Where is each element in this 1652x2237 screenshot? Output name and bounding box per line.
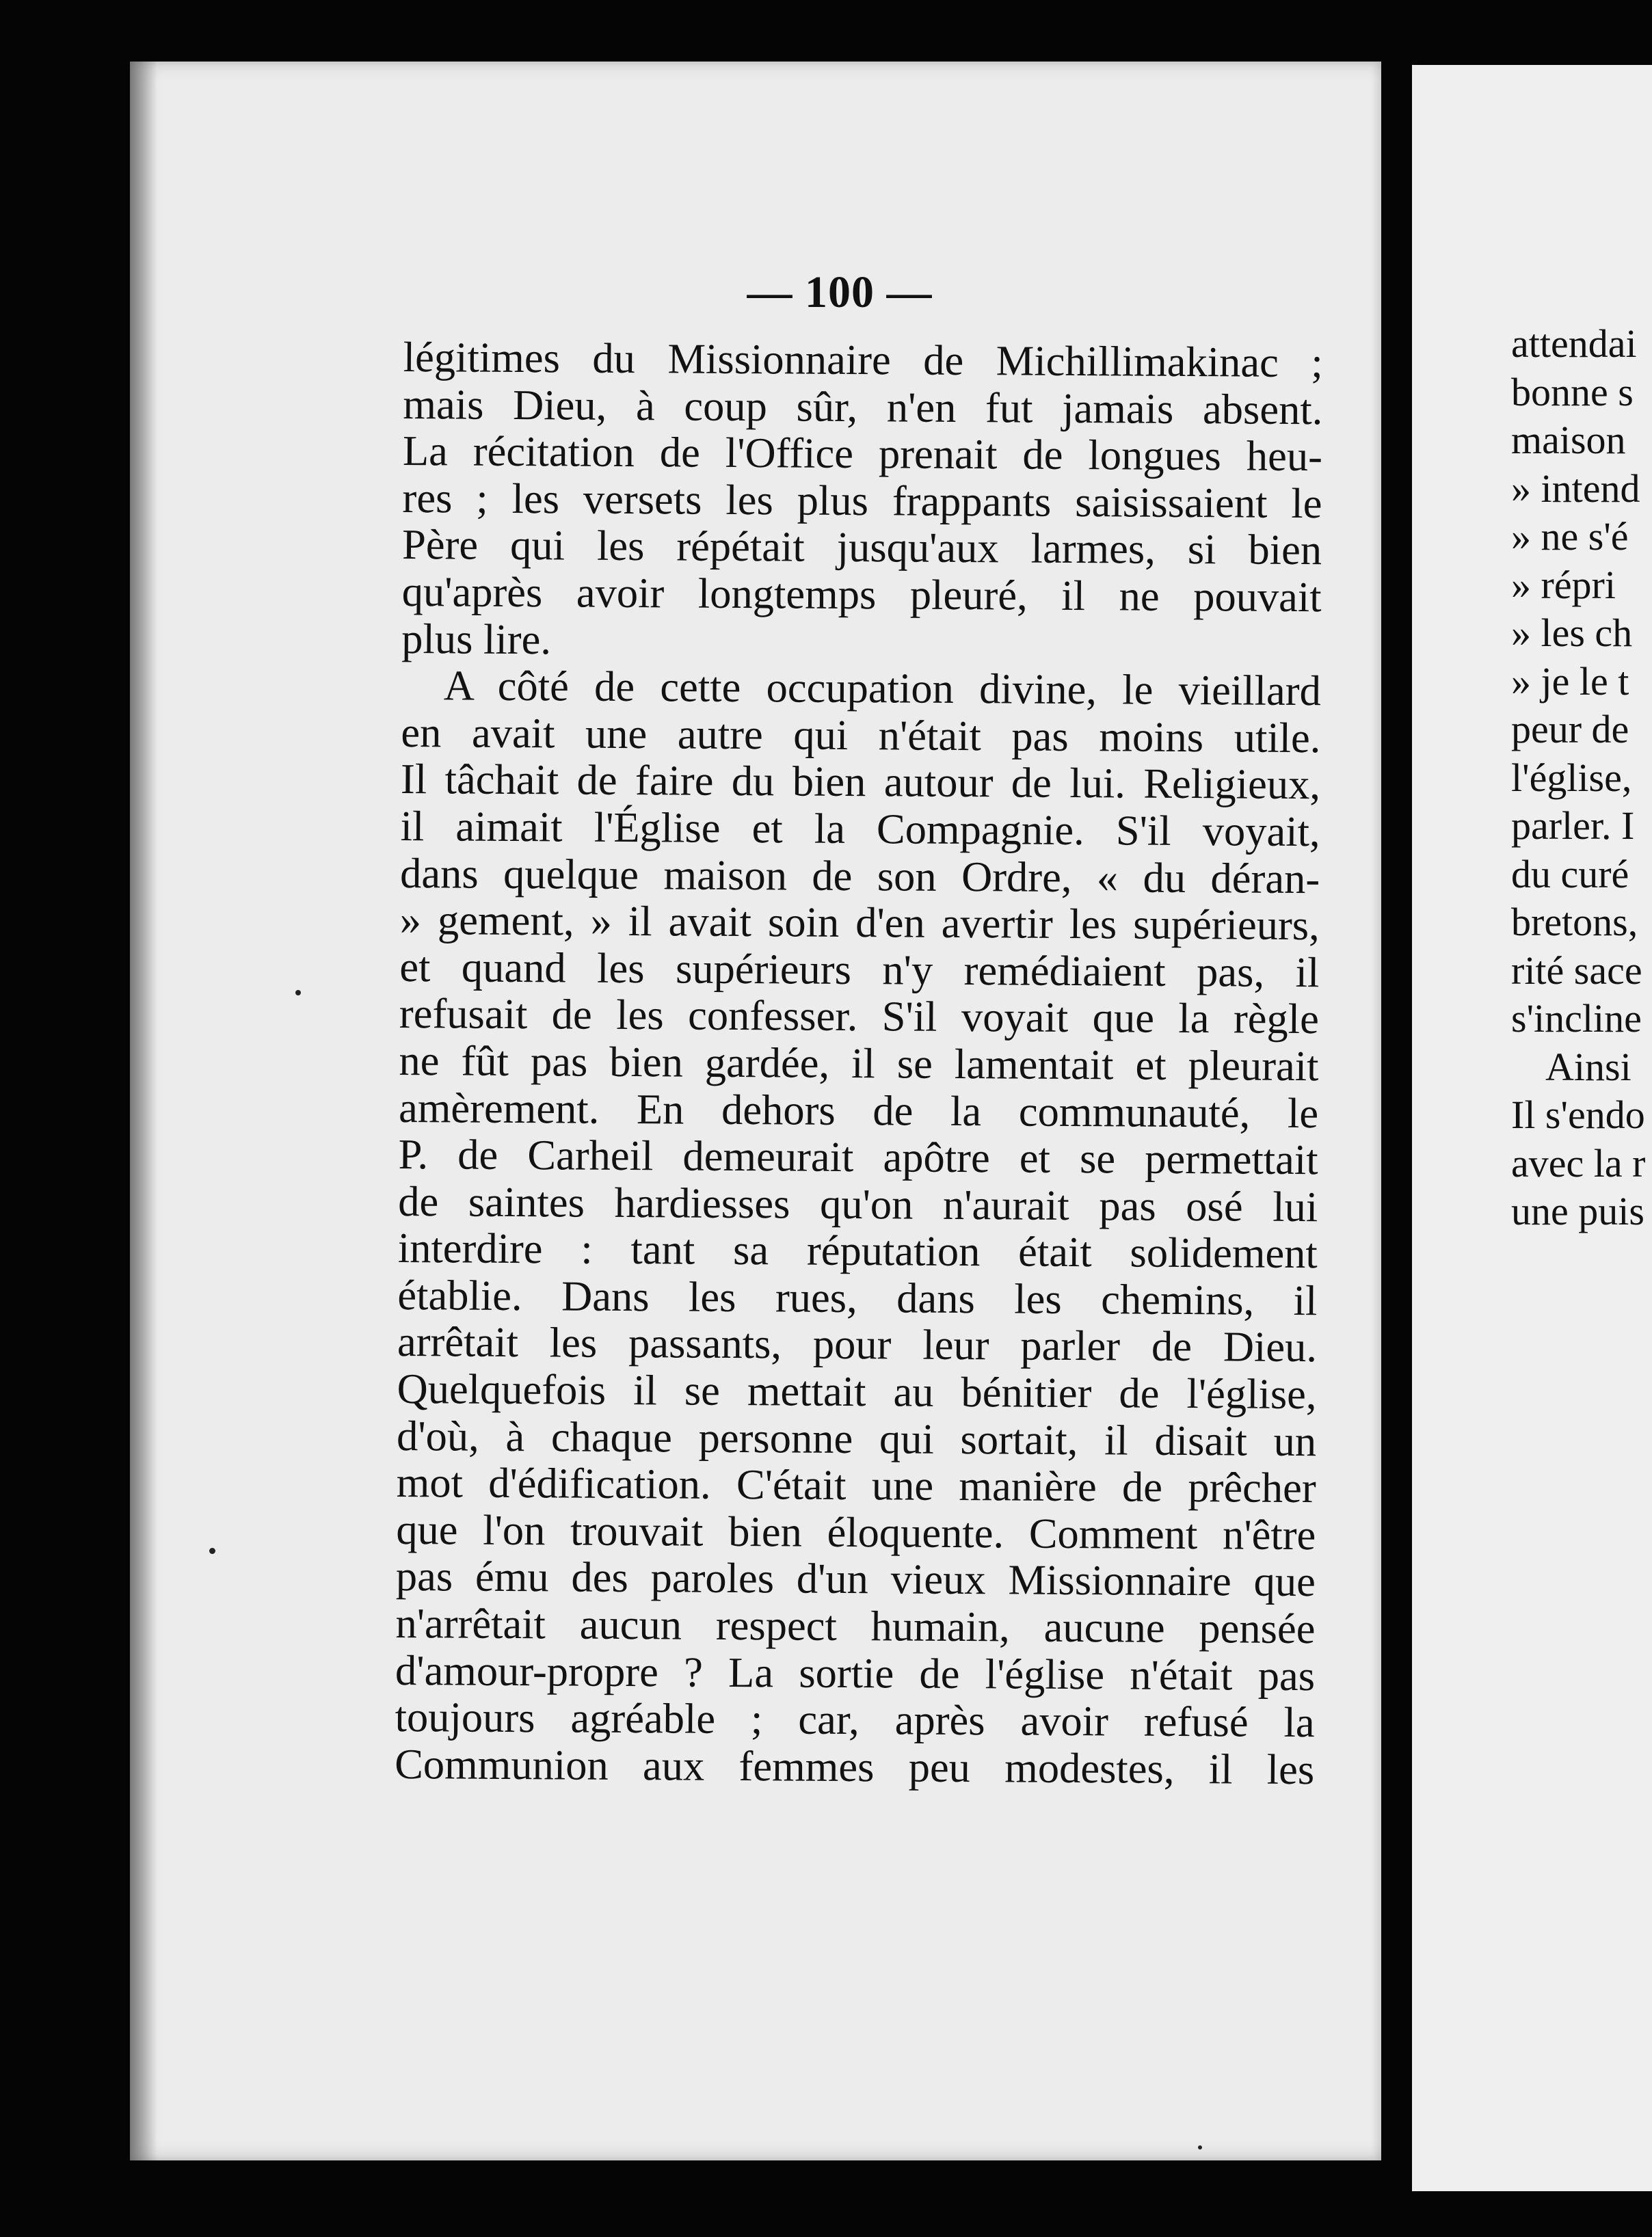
text-line: d'où, à chaque personne qui sortait, il disait un: [396, 1411, 1317, 1465]
right-page-cropped-text: [1511, 320, 1645, 1236]
text-line: une puis: [1511, 1189, 1644, 1233]
text-line: refusait de les confesser. S'il voyait que la règle: [399, 989, 1320, 1043]
text-line: en avait une autre qui n'était pas moins utile.: [401, 708, 1321, 762]
paragraph-start-line: Ainsi: [1545, 1044, 1631, 1089]
text-line: res ; les versets les plus frappants saisissaient le: [402, 473, 1322, 527]
text-line: ne fût pas bien gardée, il se lamentait et pleurait: [399, 1036, 1319, 1090]
text-line: rité sace: [1511, 948, 1642, 993]
text-line: » intend: [1511, 466, 1640, 511]
text-line: bonne s: [1511, 369, 1634, 414]
text-line: P. de Carheil demeurait apôtre et se permettait: [398, 1130, 1318, 1184]
text-line: » gement, » il avait soin d'en avertir les supérieurs,: [399, 896, 1320, 950]
text-line: Il tâchait de faire du bien autour de lui. Religieux,: [400, 755, 1321, 809]
text-line: l'église,: [1511, 755, 1632, 800]
scan-speck: [295, 990, 301, 995]
paragraph-start-line: A côté de cette occupation divine, le vieillard: [443, 661, 1322, 715]
text-line: plus lire.: [401, 614, 552, 663]
text-line: mais Dieu, à coup sûr, n'en fut jamais absent.: [403, 379, 1323, 433]
text-line: » répri: [1511, 562, 1616, 607]
binding-gutter-shadow: [130, 62, 157, 2160]
text-line: arrêtait les passants, pour leur parler de Dieu.: [397, 1317, 1318, 1371]
text-line: amèrement. En dehors de la communauté, le: [398, 1083, 1319, 1137]
text-line: Père qui les répétait jusqu'aux larmes, si bien: [401, 520, 1322, 574]
text-line: peur de: [1511, 707, 1629, 751]
text-line: qu'après avoir longtemps pleuré, il ne pouvait: [401, 567, 1322, 621]
text-line: » je le t: [1511, 658, 1629, 704]
text-line: il aimait l'Église et la Compagnie. S'il voyait,: [400, 801, 1320, 856]
text-line: bretons,: [1511, 900, 1638, 944]
text-line: interdire : tant sa réputation était solidement: [397, 1224, 1318, 1278]
text-line: parler. I: [1511, 803, 1635, 848]
text-line: avec la r: [1511, 1140, 1646, 1186]
text-line: La récitation de l'Office prenait de longues heu-: [402, 427, 1323, 481]
text-line: du curé: [1511, 851, 1629, 896]
left-page-body-text: [395, 334, 1323, 1793]
scan-speck: [209, 1548, 215, 1554]
text-line: et quand les supérieurs n'y remédiaient pas, il: [399, 942, 1320, 996]
scan-speck: [1198, 2145, 1202, 2149]
text-line: s'incline: [1511, 996, 1642, 1041]
text-line: légitimes du Missionnaire de Michillimakinac ;: [403, 333, 1323, 387]
text-line: pas ému des paroles d'un vieux Missionnaire que: [395, 1552, 1316, 1606]
text-line: d'amour-propre ? La sortie de l'église n'était pas: [395, 1646, 1316, 1700]
text-line: de saintes hardiesses qu'on n'aurait pas osé lui: [398, 1177, 1318, 1231]
text-line: que l'on trouvait bien éloquente. Comment n'être: [396, 1505, 1316, 1559]
text-line: dans quelque maison de son Ordre, « du déran-: [399, 848, 1320, 902]
text-line: Il s'endo: [1511, 1093, 1645, 1137]
text-line: Communion aux femmes peu modestes, il les: [395, 1739, 1315, 1793]
text-line: » ne s'é: [1511, 514, 1629, 559]
text-line: n'arrêtait aucun respect humain, aucune pensée: [395, 1598, 1316, 1653]
page-number: — 100 —: [747, 267, 933, 317]
text-line: Quelquefois il se mettait au bénitier de l'église,: [397, 1365, 1317, 1419]
text-line: toujours agréable ; car, après avoir refusé la: [395, 1693, 1315, 1747]
text-line: maison: [1511, 418, 1626, 462]
text-line: » les ch: [1511, 611, 1633, 655]
text-line: attendai: [1511, 321, 1637, 366]
text-line: établie. Dans les rues, dans les chemins, il: [397, 1270, 1318, 1325]
text-line: mot d'édification. C'était une manière de prêcher: [396, 1458, 1316, 1512]
